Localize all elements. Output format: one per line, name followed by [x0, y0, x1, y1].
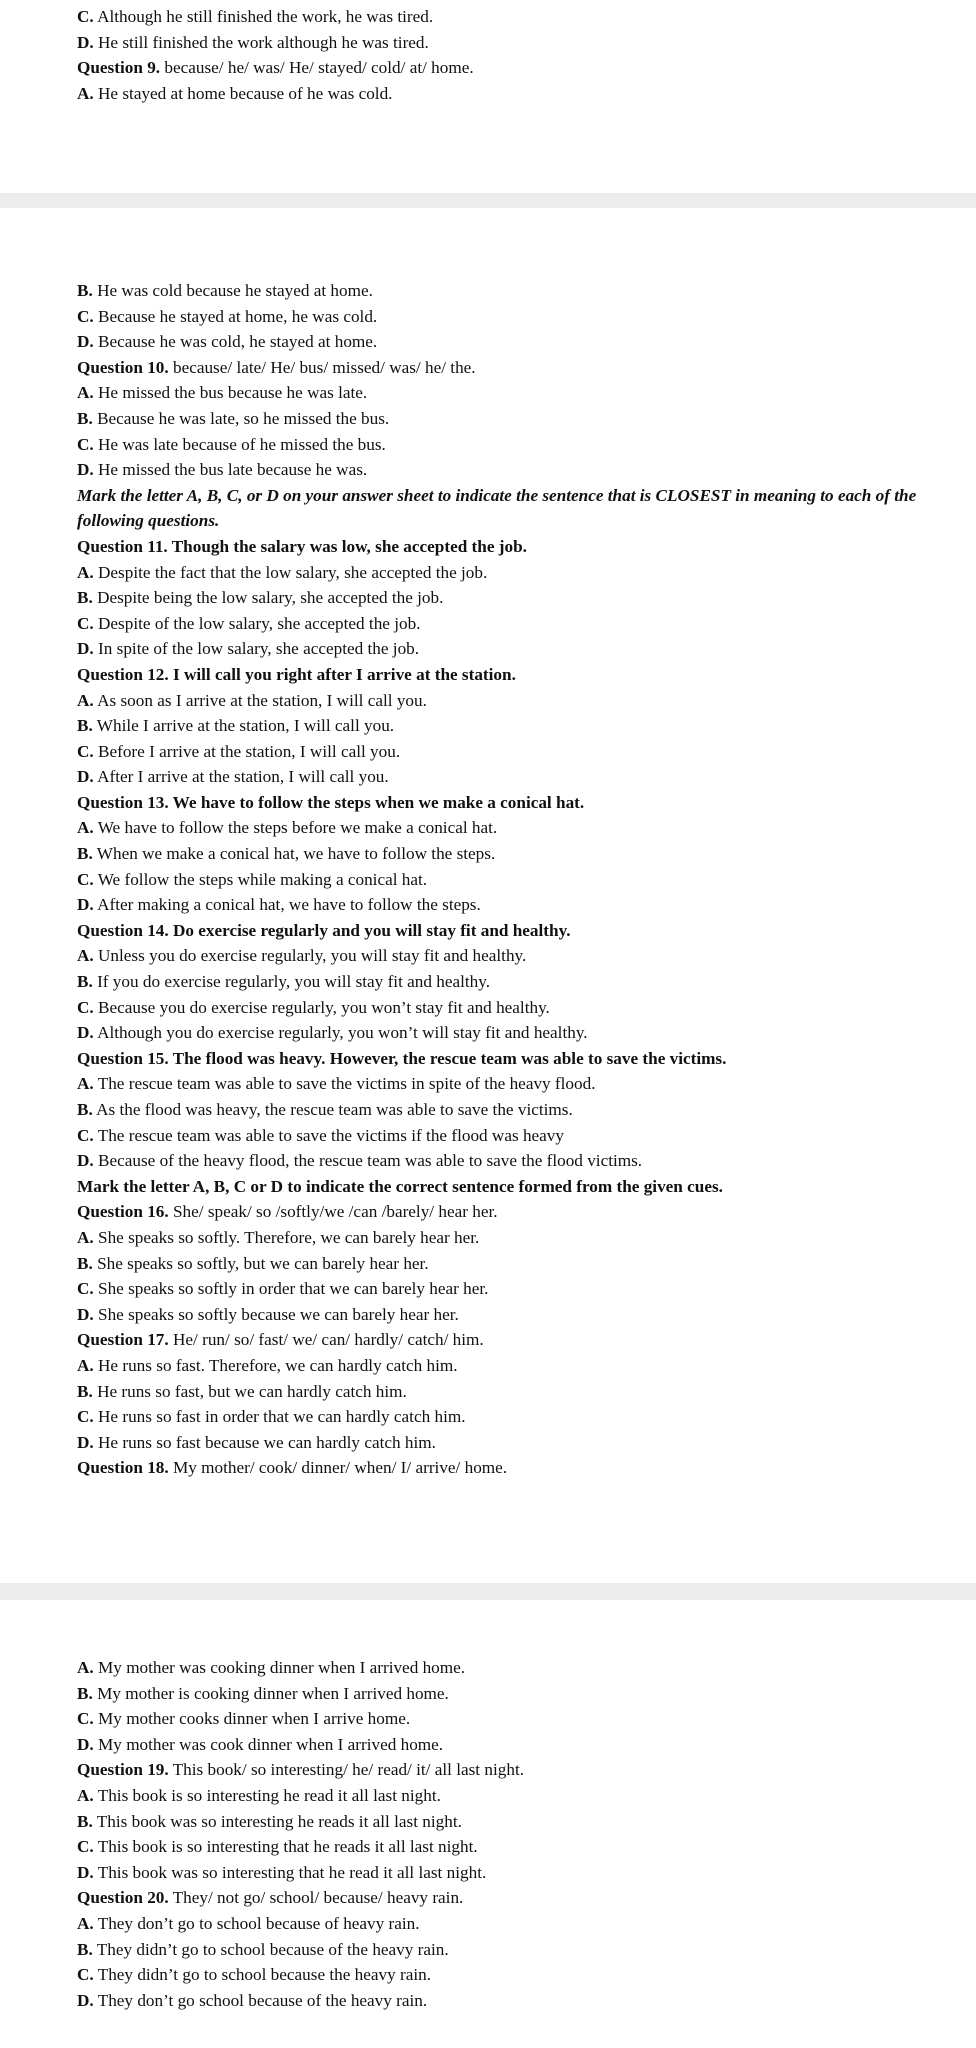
option-text: He missed the bus late because he was. — [93, 460, 368, 480]
option-text: He runs so fast in order that we can hardly catch him. — [93, 1407, 466, 1427]
answer-option — [77, 815, 956, 841]
answer-option — [77, 943, 956, 969]
option-letter: C. — [77, 613, 94, 633]
question-number: Question 17. — [77, 1330, 169, 1350]
answer-option — [77, 1962, 956, 1988]
page-1-content — [77, 4, 956, 106]
option-text: Because of the heavy flood, the rescue team was able to save the flood victims. — [93, 1151, 643, 1171]
option-text: Because he stayed at home, he was cold. — [93, 306, 378, 326]
option-letter: B. — [77, 844, 93, 864]
option-text: They didn’t go to school because the heavy rain. — [93, 1965, 432, 1985]
option-letter: A. — [77, 1658, 94, 1677]
question-stem — [77, 355, 956, 381]
answer-option — [77, 1379, 956, 1405]
option-text: She speaks so softly in order that we can barely hear her. — [93, 1279, 489, 1299]
option-text: This book was so interesting that he read it all last night. — [93, 1862, 487, 1882]
option-text: He runs so fast. Therefore, we can hardly catch him. — [93, 1355, 458, 1375]
answer-option — [77, 892, 956, 918]
option-text: Despite the fact that the low salary, she accepted the job. — [93, 562, 488, 582]
question-number: Question 10. — [77, 357, 169, 377]
answer-option — [77, 4, 956, 30]
answer-option — [77, 1097, 956, 1123]
option-letter: B. — [77, 588, 93, 608]
option-text: This book was so interesting he reads it all last night. — [92, 1811, 462, 1831]
option-text: Despite being the low salary, she accepted the job. — [92, 588, 444, 608]
option-text: As soon as I arrive at the station, I will call you. — [93, 690, 427, 710]
option-letter: A. — [77, 562, 94, 582]
option-letter: D. — [77, 1023, 94, 1043]
option-letter: A. — [77, 1227, 94, 1247]
answer-option — [77, 995, 956, 1021]
option-text: Because he was cold, he stayed at home. — [93, 332, 378, 352]
answer-option — [77, 1251, 956, 1277]
option-letter: D. — [77, 639, 94, 659]
option-text: They don’t go to school because of heavy rain. — [93, 1913, 420, 1933]
answer-option — [77, 329, 956, 355]
option-letter: C. — [77, 1279, 94, 1299]
option-letter: A. — [77, 383, 94, 403]
section-instruction: Mark the letter A, B, C, or D on your answer sheet to indicate the sentence that is CLOSEST in meaning to each of the following questions. — [77, 485, 917, 531]
question-cues: She/ speak/ so /softly/we /can /barely/ hear her. — [168, 1202, 498, 1222]
question-number: Question 20. — [77, 1888, 169, 1908]
answer-option — [77, 764, 956, 790]
option-letter: D. — [77, 1151, 94, 1171]
question-stem: Question 13. We have to follow the steps when we make a conical hat. — [77, 792, 585, 812]
option-letter: D. — [77, 1990, 94, 2010]
option-letter: A. — [77, 83, 94, 103]
question-cues: because/ he/ was/ He/ stayed/ cold/ at/ home. — [160, 58, 474, 78]
question-stem: Question 11. Though the salary was low, she accepted the job. — [77, 536, 527, 556]
question-stem: Question 14. Do exercise regularly and you will stay fit and healthy. — [77, 920, 571, 940]
answer-option — [77, 1911, 956, 1937]
answer-option — [77, 278, 956, 304]
answer-option — [77, 1681, 956, 1707]
option-text: My mother cooks dinner when I arrive home. — [93, 1709, 411, 1729]
option-letter: D. — [77, 332, 94, 352]
answer-option — [77, 1834, 956, 1860]
answer-option — [77, 457, 956, 483]
option-text: This book is so interesting that he reads it all last night. — [93, 1837, 478, 1857]
option-letter: D. — [77, 460, 94, 480]
answer-option — [77, 1988, 956, 2014]
option-letter: A. — [77, 818, 94, 838]
option-letter: A. — [77, 1785, 94, 1805]
document-page-3 — [0, 1600, 976, 2048]
option-letter: B. — [77, 716, 93, 736]
answer-option — [77, 1071, 956, 1097]
page-3-content — [77, 1655, 956, 2013]
option-text: Despite of the low salary, she accepted the job. — [93, 613, 421, 633]
option-letter: A. — [77, 1355, 94, 1375]
answer-option — [77, 81, 956, 107]
question-cues: because/ late/ He/ bus/ missed/ was/ he/ the. — [168, 357, 476, 377]
option-letter: D. — [77, 1862, 94, 1882]
option-text: Because he was late, so he missed the bus. — [92, 408, 390, 428]
option-text: They don’t go school because of the heavy rain. — [93, 1990, 428, 2010]
page-2-content — [77, 278, 956, 1481]
question-number: Question 9. — [77, 58, 161, 78]
answer-option — [77, 1809, 956, 1835]
option-letter: C. — [77, 1407, 94, 1427]
answer-option — [77, 1148, 956, 1174]
answer-option — [77, 1706, 956, 1732]
answer-option — [77, 611, 956, 637]
option-letter: A. — [77, 946, 94, 966]
option-letter: B. — [77, 1939, 93, 1959]
option-text: If you do exercise regularly, you will stay fit and healthy. — [92, 972, 491, 992]
answer-option — [77, 1020, 956, 1046]
question-stem: Question 12. I will call you right after I arrive at the station. — [77, 664, 516, 684]
option-letter: D. — [77, 767, 94, 787]
answer-option — [77, 688, 956, 714]
question-cues: My mother/ cook/ dinner/ when/ I/ arrive/ home. — [168, 1458, 508, 1478]
option-text: He still finished the work although he was tired. — [93, 32, 429, 52]
option-letter: C. — [77, 306, 94, 326]
option-text: Although he still finished the work, he was tired. — [93, 7, 434, 26]
option-text: As the flood was heavy, the rescue team was able to save the victims. — [92, 1100, 573, 1119]
option-text: He was late because of he missed the bus. — [93, 434, 386, 454]
answer-option — [77, 969, 956, 995]
option-text: He runs so fast because we can hardly catch him. — [93, 1432, 436, 1452]
option-text: The rescue team was able to save the victims if the flood was heavy — [93, 1125, 564, 1145]
option-text: He runs so fast, but we can hardly catch him. — [92, 1381, 407, 1401]
answer-option — [77, 1353, 956, 1379]
answer-option — [77, 560, 956, 586]
option-text: My mother was cook dinner when I arrived home. — [93, 1734, 444, 1754]
option-letter: B. — [77, 1381, 93, 1401]
option-text: When we make a conical hat, we have to follow the steps. — [92, 844, 496, 864]
option-text: They didn’t go to school because of the heavy rain. — [92, 1939, 449, 1959]
question-number: Question 19. — [77, 1760, 169, 1780]
question-stem — [77, 1327, 956, 1353]
answer-option — [77, 1404, 956, 1430]
option-letter: B. — [77, 972, 93, 992]
option-letter: C. — [77, 1837, 94, 1857]
option-text: My mother was cooking dinner when I arrived home. — [93, 1658, 466, 1677]
answer-option — [77, 1302, 956, 1328]
option-letter: C. — [77, 7, 94, 26]
option-letter: B. — [77, 1253, 93, 1273]
question-stem — [77, 55, 956, 81]
question-cues: This book/ so interesting/ he/ read/ it/ all last night. — [168, 1760, 525, 1780]
answer-option — [77, 1655, 956, 1681]
option-text: This book is so interesting he read it all last night. — [93, 1785, 441, 1805]
answer-option — [77, 1783, 956, 1809]
option-text: Unless you do exercise regularly, you will stay fit and healthy. — [93, 946, 527, 966]
option-letter: C. — [77, 1709, 94, 1729]
option-text: In spite of the low salary, she accepted the job. — [93, 639, 420, 659]
answer-option — [77, 636, 956, 662]
option-text: After making a conical hat, we have to follow the steps. — [93, 895, 481, 915]
option-text: She speaks so softly. Therefore, we can barely hear her. — [93, 1227, 480, 1247]
answer-option — [77, 406, 956, 432]
option-letter: B. — [77, 1100, 93, 1119]
answer-option — [77, 1860, 956, 1886]
option-text: He was cold because he stayed at home. — [92, 281, 373, 300]
option-letter: C. — [77, 434, 94, 454]
question-cues: He/ run/ so/ fast/ we/ can/ hardly/ catch/ him. — [168, 1330, 484, 1350]
option-text: Because you do exercise regularly, you won’t stay fit and healthy. — [93, 997, 550, 1017]
option-letter: B. — [77, 408, 93, 428]
option-text: He stayed at home because of he was cold. — [93, 83, 393, 103]
option-letter: A. — [77, 690, 94, 710]
option-text: We have to follow the steps before we make a conical hat. — [93, 818, 498, 838]
option-letter: B. — [77, 281, 93, 300]
option-letter: D. — [77, 1432, 94, 1452]
answer-option — [77, 841, 956, 867]
answer-option — [77, 585, 956, 611]
answer-option — [77, 1430, 956, 1456]
option-letter: C. — [77, 741, 94, 761]
answer-option — [77, 739, 956, 765]
option-letter: D. — [77, 1304, 94, 1324]
option-letter: D. — [77, 1734, 94, 1754]
answer-option — [77, 1732, 956, 1758]
option-letter: B. — [77, 1683, 93, 1703]
option-text: Before I arrive at the station, I will call you. — [93, 741, 401, 761]
question-number: Question 18. — [77, 1458, 169, 1478]
answer-option — [77, 30, 956, 56]
option-letter: D. — [77, 895, 94, 915]
answer-option — [77, 432, 956, 458]
question-stem — [77, 1757, 956, 1783]
answer-option — [77, 867, 956, 893]
option-letter: A. — [77, 1913, 94, 1933]
option-letter: C. — [77, 869, 94, 889]
option-letter: A. — [77, 1074, 94, 1094]
option-text: She speaks so softly, but we can barely hear her. — [92, 1253, 429, 1273]
option-letter: D. — [77, 32, 94, 52]
option-text: While I arrive at the station, I will call you. — [92, 716, 395, 736]
option-text: After I arrive at the station, I will call you. — [93, 767, 389, 787]
option-text: We follow the steps while making a conical hat. — [93, 869, 428, 889]
option-letter: C. — [77, 997, 94, 1017]
answer-option — [77, 713, 956, 739]
question-stem — [77, 1199, 956, 1225]
option-text: The rescue team was able to save the victims in spite of the heavy flood. — [93, 1074, 596, 1094]
option-letter: C. — [77, 1125, 94, 1145]
question-cues: They/ not go/ school/ because/ heavy rain. — [168, 1888, 464, 1908]
option-letter: B. — [77, 1811, 93, 1831]
answer-option — [77, 1225, 956, 1251]
document-page-2 — [0, 208, 976, 1583]
option-letter: C. — [77, 1965, 94, 1985]
answer-option — [77, 1276, 956, 1302]
answer-option — [77, 1123, 956, 1149]
option-text: My mother is cooking dinner when I arrived home. — [92, 1683, 449, 1703]
question-stem: Question 15. The flood was heavy. However, the rescue team was able to save the victims. — [77, 1048, 727, 1068]
question-stem — [77, 1885, 956, 1911]
answer-option — [77, 380, 956, 406]
question-stem — [77, 1455, 956, 1481]
option-text: She speaks so softly because we can barely hear her. — [93, 1304, 459, 1324]
option-text: Although you do exercise regularly, you won’t will stay fit and healthy. — [93, 1023, 588, 1043]
option-text: He missed the bus because he was late. — [93, 383, 368, 403]
question-number: Question 16. — [77, 1202, 169, 1222]
document-page-1 — [0, 0, 976, 193]
answer-option — [77, 304, 956, 330]
section-instruction: Mark the letter A, B, C or D to indicate the correct sentence formed from the given cues. — [77, 1176, 723, 1196]
answer-option — [77, 1937, 956, 1963]
